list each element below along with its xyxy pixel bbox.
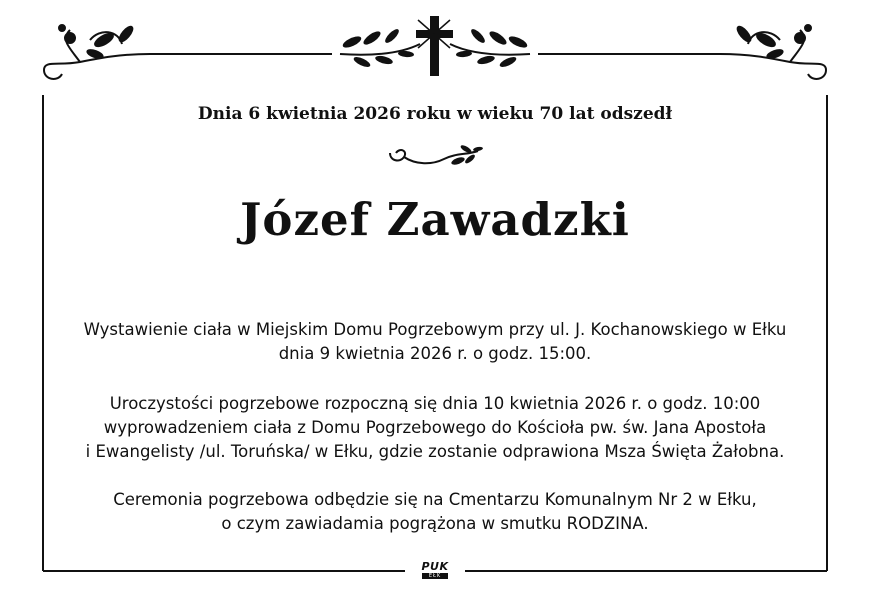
burial-line: Ceremonia pogrzebowa odbędzie się na Cmentarzu Komunalnym Nr 2 w Ełku, xyxy=(113,490,757,509)
cross-icon xyxy=(416,16,453,76)
announcement-text: Dnia 6 kwietnia 2026 roku w wieku 70 lat odszedł xyxy=(197,104,673,124)
puk-logo xyxy=(410,561,460,585)
ceremony-line: i Ewangelisty /ul. Toruńska/ w Ełku, gdzie zostanie odprawiona Msza Święta Żałobna. xyxy=(85,442,785,461)
swirl-ornament-icon xyxy=(386,143,486,173)
viewing-line: dnia 9 kwietnia 2026 r. o godz. 15:00. xyxy=(278,344,592,363)
ceremony-line: Uroczystości pogrzebowe rozpoczną się dnia 10 kwietnia 2026 r. o godz. 10:00 xyxy=(109,394,761,413)
deceased-name: Józef Zawadzki xyxy=(240,193,630,246)
corner-ornament-left-icon xyxy=(44,25,150,79)
corner-ornament-right-icon xyxy=(720,25,826,79)
burial-line: o czym zawiadamia pogrążona w smutku RODZINA. xyxy=(221,514,649,533)
viewing-line: Wystawienie ciała w Miejskim Domu Pogrzebowym przy ul. J. Kochanowskiego w Ełku xyxy=(83,320,787,339)
logo-subtext: EŁK xyxy=(422,573,448,579)
burial-paragraph xyxy=(40,488,830,536)
ceremony-line: wyprowadzeniem ciała z Domu Pogrzebowego do Kościoła pw. św. Jana Apostoła xyxy=(103,418,767,437)
logo-text: PUK xyxy=(421,560,449,573)
ceremony-paragraph xyxy=(40,392,830,464)
viewing-paragraph xyxy=(40,318,830,366)
